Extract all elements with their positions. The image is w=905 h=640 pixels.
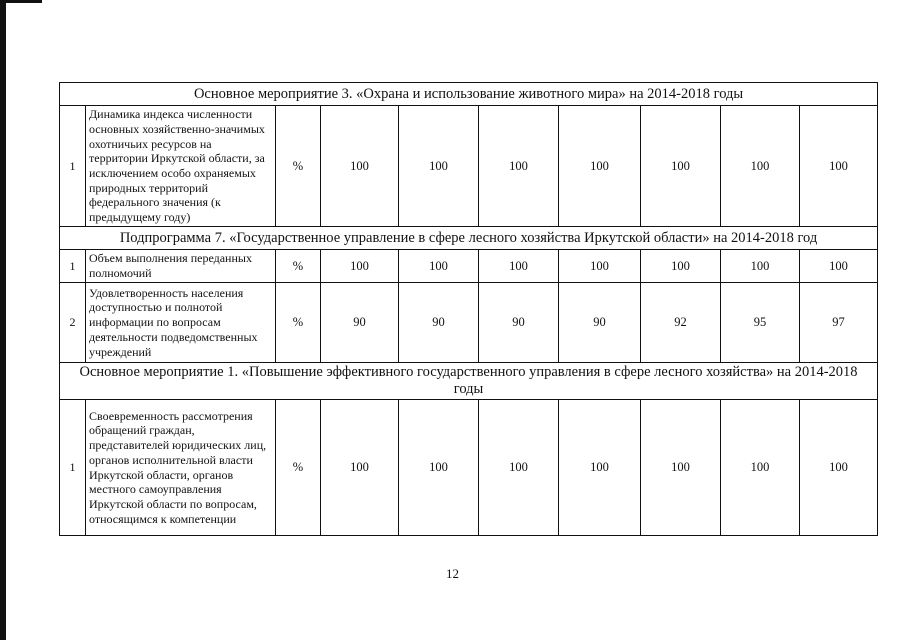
table-row: [60, 283, 878, 363]
value-cell: 100: [479, 250, 559, 283]
section-title: Основное мероприятие 1. «Повышение эффективного государственного управления в сфере лесного хозяйства» на 2014-2018 годы: [60, 363, 878, 400]
value-cell: 100: [721, 250, 800, 283]
value-cell: 90: [321, 283, 399, 363]
value-cell: 90: [559, 283, 641, 363]
value-cell: 100: [399, 106, 479, 227]
unit-cell: %: [276, 283, 321, 363]
value-cell: 100: [559, 106, 641, 227]
value-cell: 100: [559, 400, 641, 536]
value-cell: 100: [721, 106, 800, 227]
indicators-table: [59, 82, 878, 536]
value-cell: 100: [641, 106, 721, 227]
value-cell: 100: [321, 400, 399, 536]
value-cell: 100: [641, 250, 721, 283]
value-cell: 90: [479, 283, 559, 363]
unit-cell: %: [276, 106, 321, 227]
unit-cell: %: [276, 250, 321, 283]
value-cell: 100: [800, 400, 878, 536]
indicator-name: Динамика индекса численности основных хозяйственно-значимых охотничьих ресурсов на территории Иркутской области, за исключением особо охраняемых природных территорий федерального значения (к предыдущему году): [86, 106, 276, 227]
section-title: Основное мероприятие 3. «Охрана и использование животного мира» на 2014-2018 годы: [60, 83, 878, 106]
section-title: Подпрограмма 7. «Государственное управление в сфере лесного хозяйства Иркутской области» на 2014-2018 год: [60, 227, 878, 250]
section-header-row: [60, 227, 878, 250]
value-cell: 100: [559, 250, 641, 283]
table-row: [60, 400, 878, 536]
indicator-name: Своевременность рассмотрения обращений граждан, представителей юридических лиц, органов исполнительной власти Иркутской области, органов местного самоуправления Иркутской области по вопросам, относящимся к компетенции: [86, 400, 276, 536]
row-number: 1: [60, 106, 86, 227]
value-cell: 100: [321, 250, 399, 283]
value-cell: 100: [800, 250, 878, 283]
value-cell: 92: [641, 283, 721, 363]
row-number: 1: [60, 250, 86, 283]
value-cell: 90: [399, 283, 479, 363]
value-cell: 100: [641, 400, 721, 536]
indicator-name: Объем выполнения переданных полномочий: [86, 250, 276, 283]
unit-cell: %: [276, 400, 321, 536]
value-cell: 100: [399, 250, 479, 283]
value-cell: 100: [479, 400, 559, 536]
row-number: 1: [60, 400, 86, 536]
section-header-row: [60, 363, 878, 400]
value-cell: 100: [399, 400, 479, 536]
row-number: 2: [60, 283, 86, 363]
value-cell: 97: [800, 283, 878, 363]
page-number: 12: [446, 566, 459, 581]
indicator-name: Удовлетворенность населения доступностью и полнотой информации по вопросам деятельности подведомственных учреждений: [86, 283, 276, 363]
section-header-row: [60, 83, 878, 106]
value-cell: 100: [321, 106, 399, 227]
value-cell: 100: [800, 106, 878, 227]
scan-edge: [0, 0, 6, 640]
value-cell: 100: [479, 106, 559, 227]
value-cell: 95: [721, 283, 800, 363]
scan-edge-top: [0, 0, 42, 3]
table-row: [60, 250, 878, 283]
table-row: [60, 106, 878, 227]
value-cell: 100: [721, 400, 800, 536]
